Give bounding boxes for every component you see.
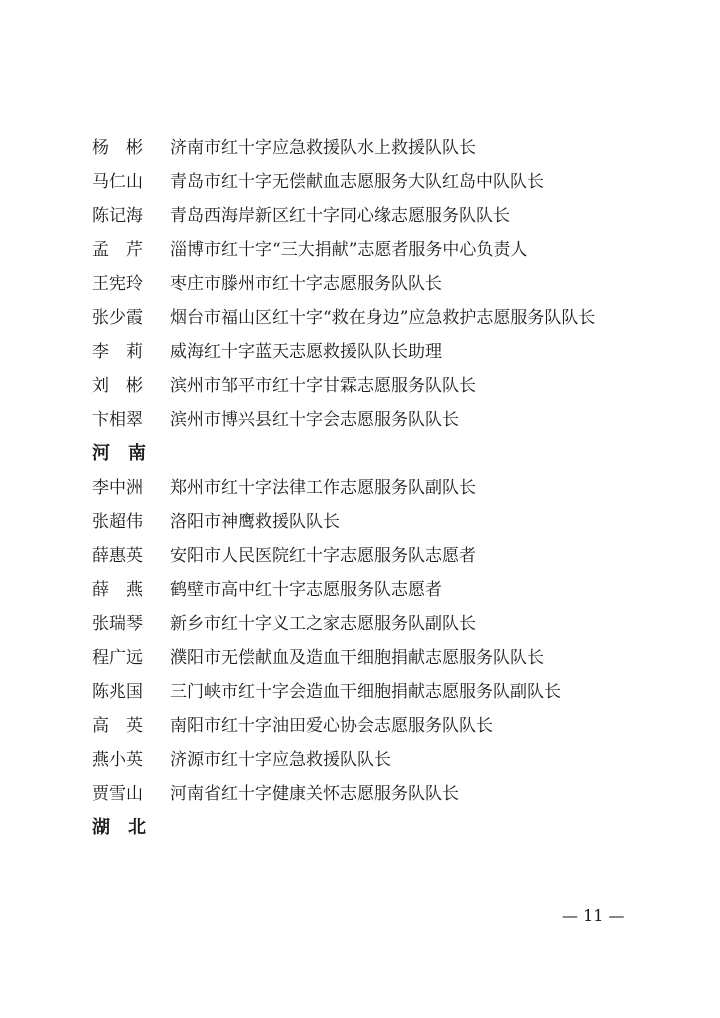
person-name: 高英 [92,716,160,736]
list-item [92,505,652,539]
person-role: 郑州市红十字法律工作志愿服务队副队长 [170,478,476,498]
person-role: 南阳市红十字油田爱心协会志愿服务队队长 [170,716,493,736]
list-item [92,301,652,335]
person-name: 薛惠英 [92,546,143,566]
list-item [92,131,652,165]
person-name: 王宪玲 [92,274,143,294]
list-item [92,573,652,607]
person-name: 薛燕 [92,580,160,600]
person-role: 枣庄市滕州市红十字志愿服务队队长 [170,274,442,294]
person-name: 李莉 [92,342,160,362]
list-item [92,233,652,267]
person-role: 三门峡市红十字会造血干细胞捐献志愿服务队副队长 [170,682,561,702]
person-role: 新乡市红十字义工之家志愿服务队副队长 [170,614,476,634]
person-name: 卞相翠 [92,410,143,430]
list-item [92,641,652,675]
list-item [92,471,652,505]
volunteer-list [92,131,652,845]
person-name: 杨彬 [92,138,160,158]
person-role: 青岛市红十字无偿献血志愿服务大队红岛中队队长 [170,172,544,192]
person-name: 马仁山 [92,172,143,192]
list-item [92,743,652,777]
list-item [92,539,652,573]
person-name: 陈记海 [92,206,143,226]
person-name: 张超伟 [92,512,143,532]
list-item [92,709,652,743]
person-role: 鹤壁市高中红十字志愿服务队志愿者 [170,580,442,600]
person-name: 燕小英 [92,750,143,770]
person-role: 滨州市博兴县红十字会志愿服务队队长 [170,410,459,430]
person-role: 济源市红十字应急救援队队长 [170,750,391,770]
person-name: 贾雪山 [92,784,143,804]
list-item [92,369,652,403]
person-role: 青岛西海岸新区红十字同心缘志愿服务队队长 [170,206,510,226]
person-name: 陈兆国 [92,682,143,702]
province-heading: 河南 [92,443,164,464]
province-heading: 湖北 [92,817,164,838]
person-role: 济南市红十字应急救援队水上救援队队长 [170,138,476,158]
person-name: 张少霞 [92,308,143,328]
person-role: 淄博市红十字“三大捐献”志愿者服务中心负责人 [170,240,528,260]
person-role: 洛阳市神鹰救援队队长 [170,512,340,532]
person-role: 河南省红十字健康关怀志愿服务队队长 [170,784,459,804]
list-item [92,675,652,709]
list-item [92,199,652,233]
list-item [92,607,652,641]
list-item [92,165,652,199]
person-name: 张瑞琴 [92,614,143,634]
person-role: 濮阳市无偿献血及造血干细胞捐献志愿服务队队长 [170,648,544,668]
person-role: 威海红十字蓝天志愿救援队队长助理 [170,342,442,362]
page-number: — 11 — [562,906,625,925]
list-item [92,403,652,437]
list-item [92,777,652,811]
list-item [92,335,652,369]
person-name: 刘彬 [92,376,160,396]
person-name: 李中洲 [92,478,143,498]
list-item [92,267,652,301]
person-name: 程广远 [92,648,143,668]
person-role: 安阳市人民医院红十字志愿服务队志愿者 [170,546,476,566]
person-role: 烟台市福山区红十字“救在身边”应急救护志愿服务队队长 [170,308,596,328]
person-role: 滨州市邹平市红十字甘霖志愿服务队队长 [170,376,476,396]
person-name: 孟芹 [92,240,160,260]
